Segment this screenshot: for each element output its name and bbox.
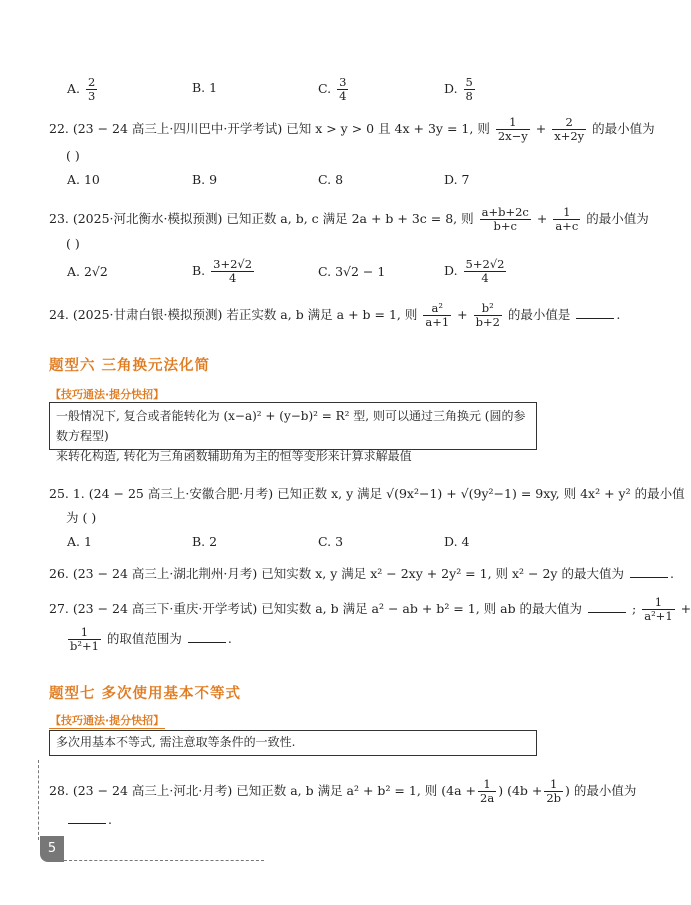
q21-option-d — [444, 76, 477, 103]
fraction: $\frac{1}{\text{a²+1}}$ — [644, 595, 673, 623]
fraction: $\frac{3}{4}$ — [339, 75, 347, 103]
option-label: C. — [318, 81, 332, 96]
q23-option-d: D. $\frac{5+2√2}{4}$ — [444, 257, 505, 285]
q25-option-d: D. 4 — [444, 534, 470, 549]
q23-stem: 23. (2025·河北衡水·模拟预测) 已知正数 a, b, c 满足 2a + b + 3c = 8, 则 $\frac{a+b+2c}{b+c}$ + $\frac{1}{a+c}$ 的最小值为 — [49, 205, 649, 233]
fraction: $\frac{\text{b²}}{b+2}$ — [475, 301, 500, 329]
page-dashed-border — [64, 860, 264, 861]
answer-blank[interactable] — [576, 306, 614, 319]
q23-option-b: B. $\frac{3+2√2}{4}$ — [192, 257, 253, 285]
q21-option-a — [67, 76, 99, 103]
q22-option-b: B. 9 — [192, 172, 218, 187]
option-label: D. — [444, 81, 458, 96]
fraction: $\frac{1}{2a}$ — [480, 777, 495, 805]
fraction: $\frac{5}{8}$ — [465, 75, 473, 103]
tip-line: 一般情况下, 复合或者能转化为 (x−a)² + (y−b)² = R² 型, 则可以通过三角换元 (圆的参数方程型) — [56, 409, 526, 443]
tip-tag-6: 【技巧通法·提分快招】 — [50, 388, 165, 401]
fraction: $\frac{1}{2x-y}$ — [497, 115, 528, 143]
page-dashed-border — [38, 760, 39, 840]
answer-blank[interactable] — [630, 565, 668, 578]
q21-option-c — [318, 76, 350, 103]
q25-stem-cont: 为 ( ) — [66, 510, 97, 525]
q28-answer-line: . — [66, 810, 112, 830]
tip-tag-7: 【技巧通法·提分快招】 — [50, 714, 165, 727]
q22-option-d: D. 7 — [444, 172, 470, 187]
q23-option-a: A. 2√2 — [67, 264, 108, 279]
q22-answer-paren: ( ) — [66, 148, 80, 163]
q25-option-a: A. 1 — [67, 534, 92, 549]
fraction: $\frac{1}{\text{b²+1}}$ — [70, 625, 99, 653]
q27-stem-cont: $\frac{1}{\text{b²+1}}$ 的取值范围为 . — [70, 625, 232, 653]
tip-line: 多次用基本不等式, 需注意取等条件的一致性. — [56, 735, 296, 749]
q25-option-c: C. 3 — [318, 534, 344, 549]
option-label: A. — [67, 81, 81, 96]
q25-option-b: B. 2 — [192, 534, 218, 549]
tip-box-7 — [49, 730, 537, 756]
q27-stem: 27. (23 − 24 高三下·重庆·开学考试) 已知实数 a, b 满足 a² − ab + b² = 1, 则 ab 的最大值为 ; $\frac{1}{\text{a²+1}}$ + — [49, 595, 691, 623]
answer-blank[interactable] — [588, 600, 626, 613]
q22-option-a: A. 10 — [67, 172, 100, 187]
q23-option-c: C. 3√2 − 1 — [318, 264, 386, 279]
answer-blank[interactable] — [188, 630, 226, 643]
fraction: $\frac{3+2√2}{4}$ — [213, 257, 253, 285]
q26-stem: 26. (23 − 24 高三上·湖北荆州·月考) 已知实数 x, y 满足 x² − 2xy + 2y² = 1, 则 x² − 2y 的最大值为 . — [49, 566, 674, 581]
q28-stem: 28. (23 − 24 高三上·河北·月考) 已知正数 a, b 满足 a² + b² = 1, 则 (4a + $\frac{1}{2a}$ ) (4b + $\frac{1}{2b}$ ) 的最小值为 — [49, 777, 637, 805]
answer-blank[interactable] — [68, 811, 106, 824]
section-title-7: 题型七 多次使用基本不等式 — [49, 686, 242, 702]
fraction: $\frac{1}{a+c}$ — [555, 205, 579, 233]
q22-stem: 22. (23 − 24 高三上·四川巴中·开学考试) 已知 x > y > 0 且 4x + 3y = 1, 则 $\frac{1}{2x-y}$ + $\frac{2}{x+2y}$ 的最小值为 — [49, 115, 655, 143]
fraction: $\frac{a+b+2c}{b+c}$ — [481, 205, 529, 233]
q21-option-b: B. 1 — [192, 80, 218, 95]
fraction: $\frac{1}{2b}$ — [546, 777, 562, 805]
section-title-6: 题型六 三角换元法化简 — [49, 358, 211, 374]
q25-stem: 25. 1. (24 − 25 高三上·安徽合肥·月考) 已知正数 x, y 满足 √(9x²−1) + √(9y²−1) = 9xy, 则 4x² + y² 的最小值 — [49, 486, 685, 501]
q23-answer-paren: ( ) — [66, 236, 80, 251]
fraction: $\frac{2}{x+2y}$ — [554, 115, 585, 143]
fraction: $\frac{5+2√2}{4}$ — [465, 257, 505, 285]
fraction: $\frac{\text{a²}}{a+1}$ — [425, 301, 450, 329]
page-number: 5 — [40, 836, 64, 862]
q22-option-c: C. 8 — [318, 172, 344, 187]
tip-box-6 — [49, 402, 537, 463]
tip-line: 来转化构造, 转化为三角函数辅助角为主的恒等变形来计算求解最值 — [56, 449, 412, 463]
q24-stem: 24. (2025·甘肃白银·模拟预测) 若正实数 a, b 满足 a + b = 1, 则 $\frac{\text{a²}}{a+1}$ + $\frac{\text{b²}}{b+2}$ 的最小值是 . — [49, 301, 621, 329]
fraction: $\frac{2}{3}$ — [88, 75, 96, 103]
